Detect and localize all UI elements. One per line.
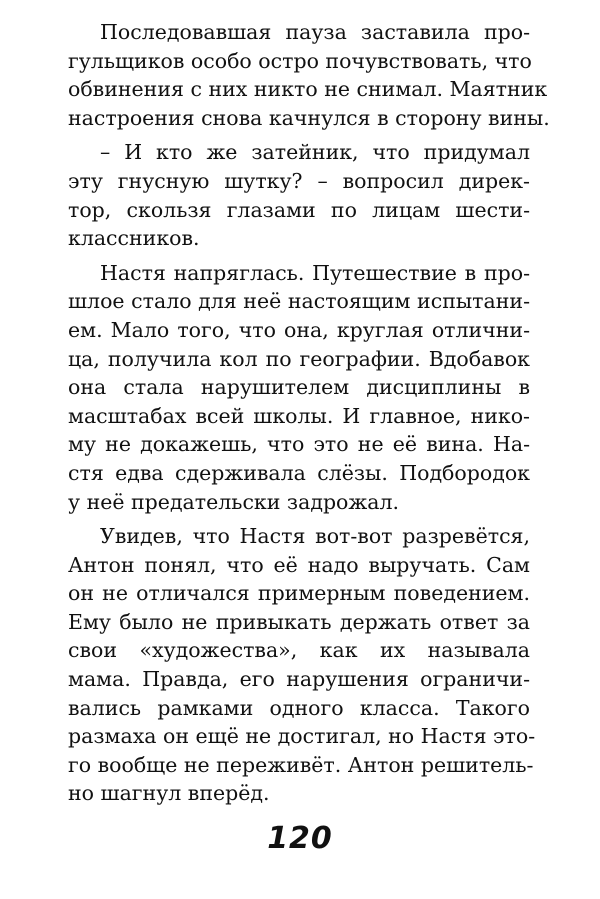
text-line: шлое стало для неё настоящим испытани- [68, 289, 530, 314]
text-line: – И кто же затейник, что придумал [100, 140, 530, 165]
text-line: настроения снова качнулся в сторону вины. [68, 105, 550, 130]
text-line: Ему было не привыкать держать ответ за [68, 609, 530, 634]
paragraph [68, 522, 536, 808]
text-line: ем. Мало того, что она, круглая отлични- [68, 317, 530, 342]
text-line: вались рамками одного класса. Такого [68, 695, 530, 720]
text-line: Увидев, что Настя вот-вот разревётся, [100, 524, 530, 549]
text-line: но шагнул вперёд. [68, 781, 270, 806]
paragraph [68, 18, 550, 132]
text-line: масштабах всей школы. И главное, нико- [68, 403, 530, 428]
text-line: Последовавшая пауза заставила про- [100, 20, 530, 44]
text-line: го вообще не переживёт. Антон решитель- [68, 752, 534, 777]
page-text [68, 18, 550, 814]
text-line: она стала нарушителем дисциплины в [68, 375, 530, 400]
text-line: классников. [68, 226, 200, 251]
text-line: мама. Правда, его нарушения ограничи- [68, 667, 530, 692]
paragraph [68, 259, 530, 516]
page-number: 120 [267, 821, 333, 856]
text-line: гульщиков особо остро почувствовать, что [68, 48, 532, 73]
text-line: размаха он ещё не достигал, но Настя это- [68, 724, 536, 749]
text-line: у неё предательски задрожал. [68, 489, 400, 514]
text-line: он не отличался примерным поведением. [68, 581, 530, 606]
text-line: Антон понял, что её надо выручать. Сам [68, 552, 530, 577]
text-line: стя едва сдерживала слёзы. Подбородок [68, 460, 530, 485]
text-line: Настя напряглась. Путешествие в про- [100, 260, 530, 285]
text-line: эту гнусную шутку? – вопросил дирек- [68, 168, 530, 193]
text-line: свои «художества», как их называла [68, 638, 530, 663]
text-line: ца, получила кол по географии. Вдобавок [68, 346, 530, 371]
text-line: обвинения с них никто не снимал. Маятник [68, 77, 548, 102]
text-line: му не докажешь, что это не её вина. На- [68, 432, 530, 457]
text-line: тор, скользя глазами по лицам шести- [68, 197, 530, 222]
paragraph [68, 138, 530, 252]
